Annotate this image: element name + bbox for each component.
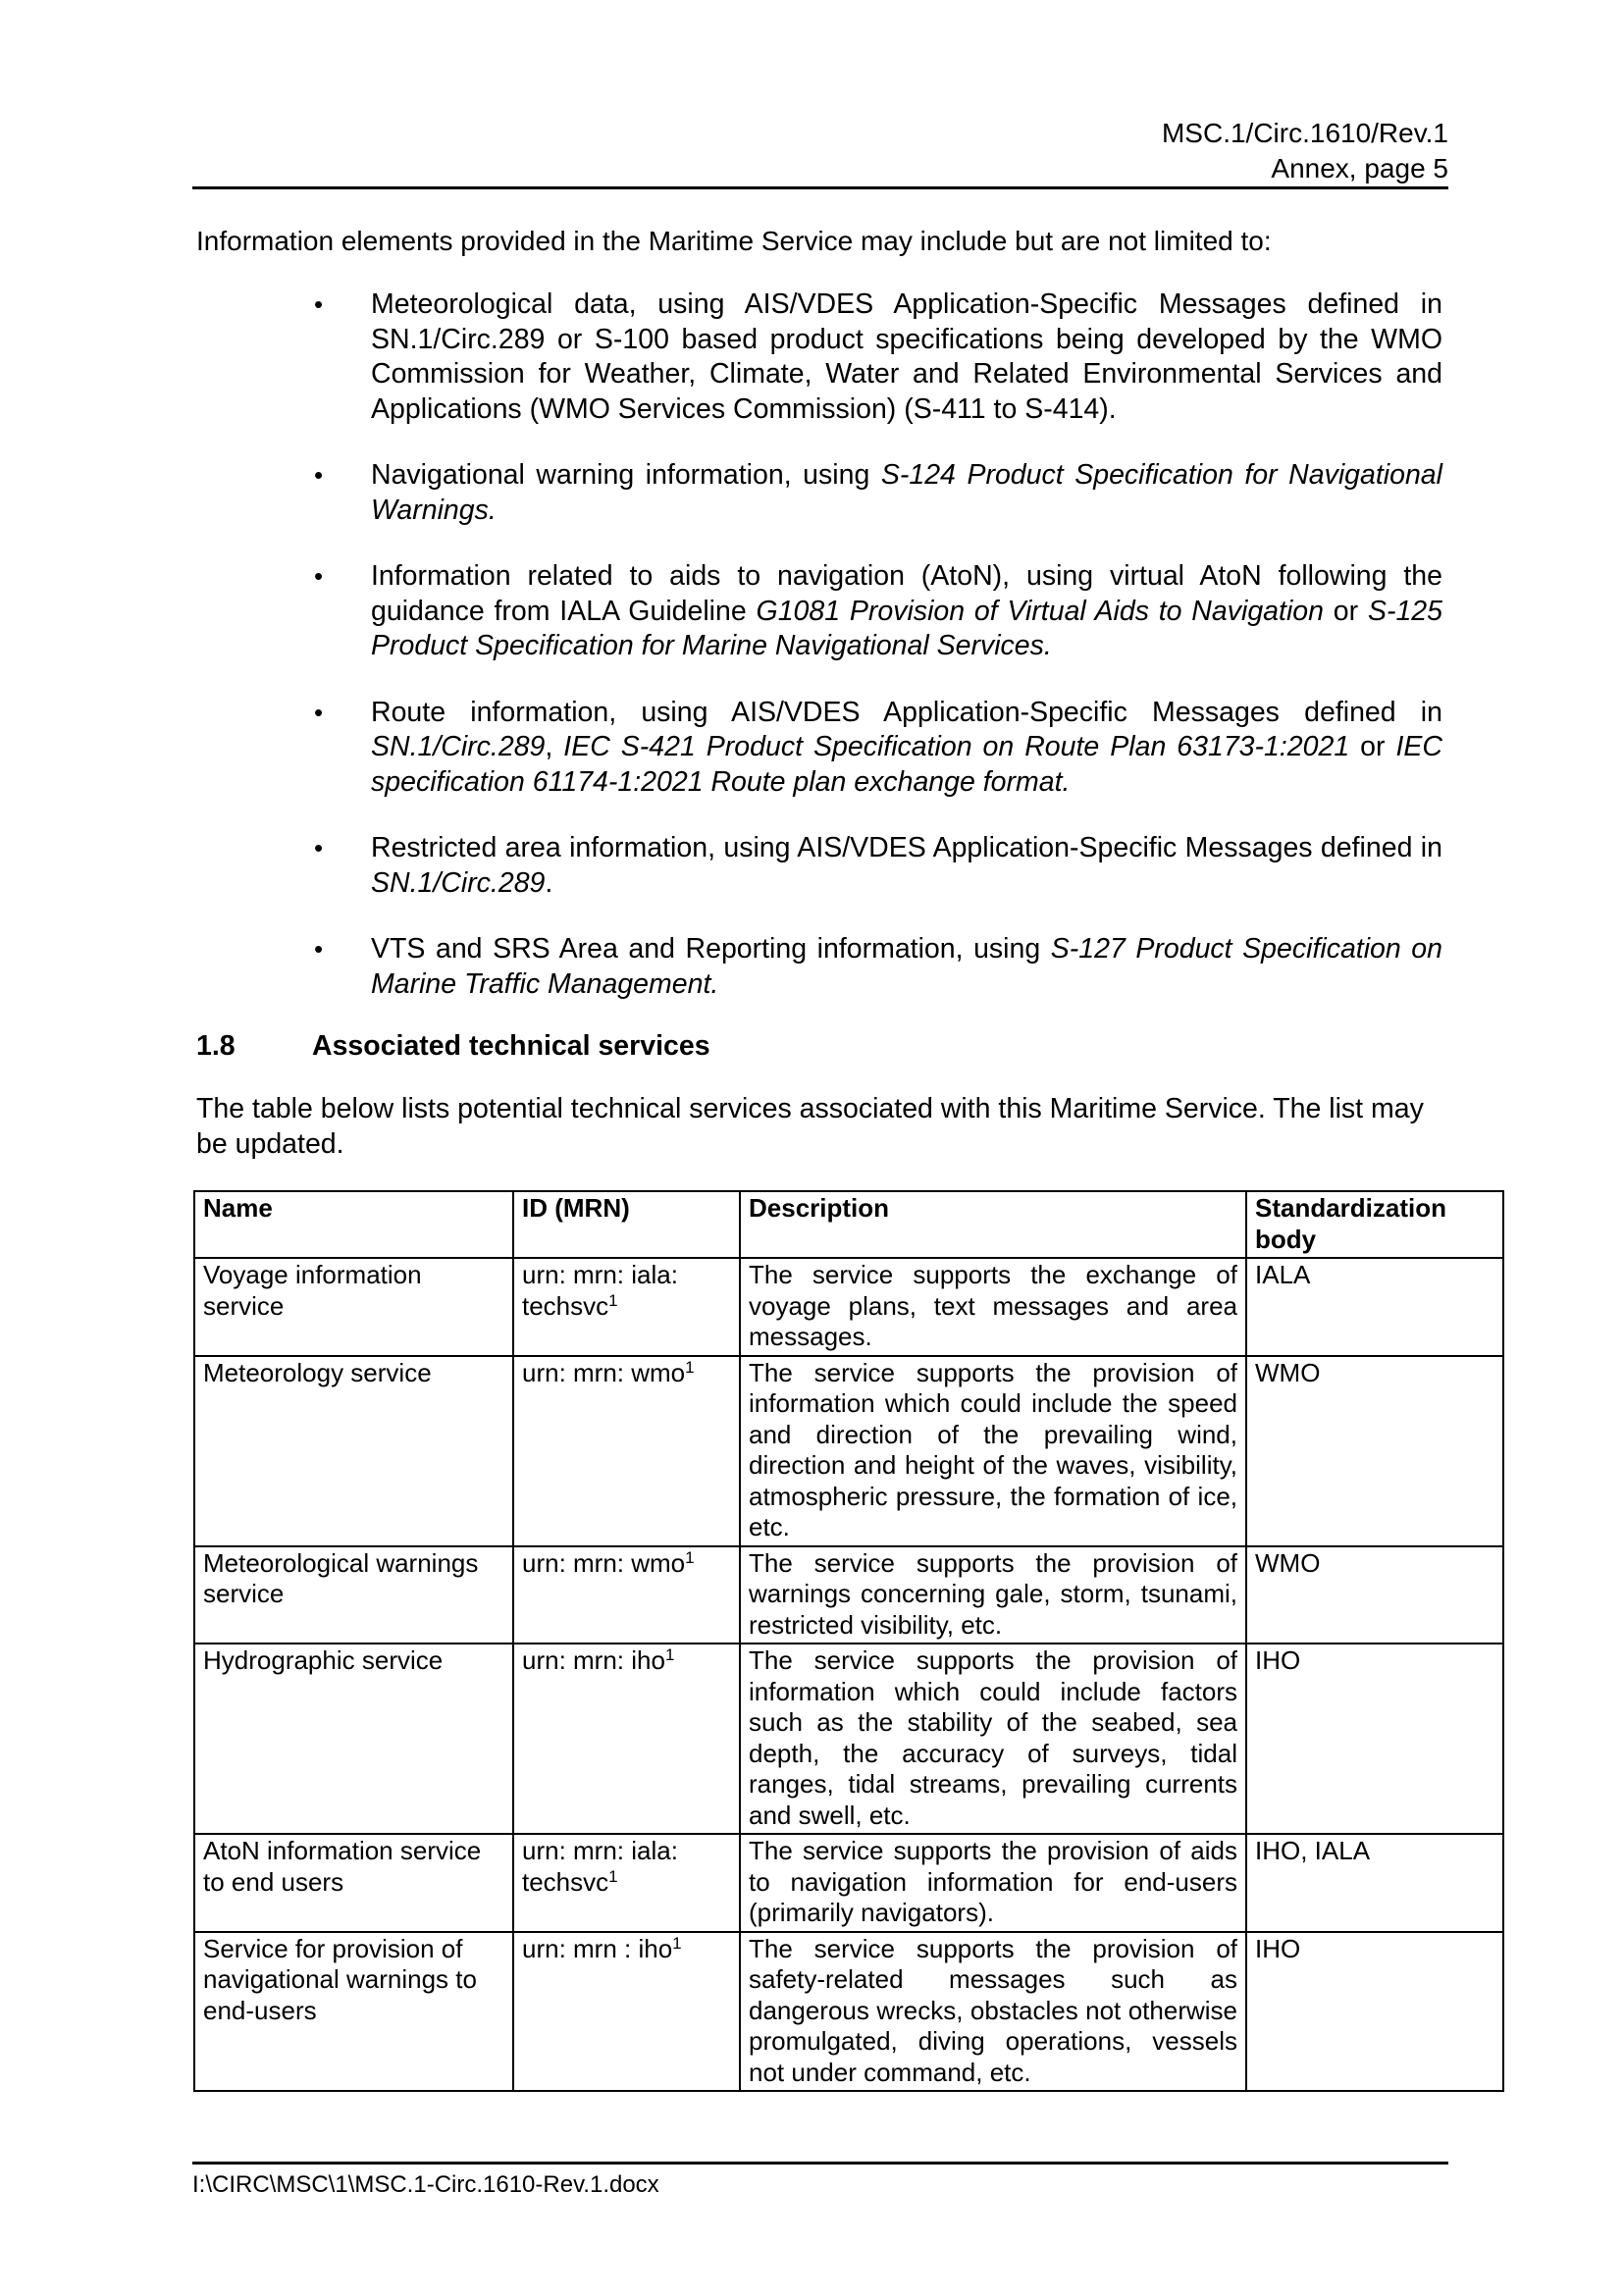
footer-rule: [192, 2162, 1448, 2165]
cell-id: urn: mrn: wmo$^1$: [513, 1356, 740, 1546]
cell-body: IHO: [1246, 1932, 1503, 2092]
cell-body: IHO: [1246, 1644, 1503, 1834]
cell-body: IALA: [1246, 1258, 1503, 1356]
cell-name: Voyage information service: [194, 1258, 513, 1356]
file-path-footer: I:\CIRC\MSC\1\MSC.1-Circ.1610-Rev.1.docx: [192, 2171, 659, 2198]
cell-description: The service supports the provision of information which could include the speed and direction of the prevailing wind, direction and height of the waves, visibility, atmospheric pressure, the formation of ice, etc.: [740, 1356, 1246, 1546]
header-rule: [192, 186, 1448, 189]
cell-description: The service supports the provision of warnings concerning gale, storm, tsunami, restricted visibility, etc.: [740, 1546, 1246, 1644]
cell-description: The service supports the provision of aids to navigation information for end-users (primarily navigators).: [740, 1834, 1246, 1932]
list-item-text: Navigational warning information, using S-124 Product Specification for Navigational Warnings.: [371, 459, 1442, 526]
cell-body: IHO, IALA: [1246, 1834, 1503, 1932]
list-item-text: Meteorological data, using AIS/VDES Application-Specific Messages defined in SN.1/Circ.289 or S-100 based product specifications being developed by the WMO Commission for Weather, Climate, Water and Related Environmental Services and Applications (WMO Services Commission) (S-411 to S-414).: [371, 288, 1442, 425]
bullet-icon: •: [314, 833, 324, 862]
bullet-icon: •: [314, 697, 324, 727]
section-title: Associated technical services: [312, 1030, 710, 1062]
table-row: [194, 1644, 1503, 1834]
cell-name: Hydrographic service: [194, 1644, 513, 1834]
list-item: [196, 458, 1442, 528]
table-header-row: [194, 1191, 1503, 1258]
table-row: [194, 1546, 1503, 1644]
list-item-text: Route information, using AIS/VDES Application-Specific Messages defined in SN.1/Circ.289, IEC S-421 Product Specification on Route Plan 63173-1:2021 or IEC specification 61174-1:2021 Route plan exchange format.: [371, 696, 1442, 798]
list-item: [196, 831, 1442, 901]
cell-description: The service supports the exchange of voyage plans, text messages and area messages.: [740, 1258, 1246, 1356]
cell-id: urn: mrn: wmo$^1$: [513, 1546, 740, 1644]
cell-description: The service supports the provision of information which could include factors such as the stability of the seabed, sea depth, the accuracy of surveys, tidal ranges, tidal streams, prevailing currents and swell, etc.: [740, 1644, 1246, 1834]
cell-name: Meteorology service: [194, 1356, 513, 1546]
cell-name: Meteorological warnings service: [194, 1546, 513, 1644]
document-reference: MSC.1/Circ.1610/Rev.1: [1161, 118, 1448, 148]
cell-id: urn: mrn: iho$^1$: [513, 1644, 740, 1834]
bullet-icon: •: [314, 934, 324, 964]
cell-id: urn: mrn : iho$^1$: [513, 1932, 740, 2092]
list-item-text: Information related to aids to navigation (AtoN), using virtual AtoN following the guidance from IALA Guideline G1081 Provision of Virtual Aids to Navigation or S-125 Product Specification for Marine Navigational Services.: [371, 560, 1442, 661]
table-row: [194, 1932, 1503, 2092]
table-row: [194, 1356, 1503, 1546]
table-row: [194, 1834, 1503, 1932]
list-item: [196, 696, 1442, 801]
list-item-text: Restricted area information, using AIS/VDES Application-Specific Messages defined in SN.1/Circ.289.: [371, 832, 1442, 899]
list-item: [196, 559, 1442, 664]
cell-body: WMO: [1246, 1546, 1503, 1644]
cell-body: WMO: [1246, 1356, 1503, 1546]
technical-services-table: [193, 1190, 1504, 2092]
cell-name: AtoN information service to end users: [194, 1834, 513, 1932]
intro-paragraph: Information elements provided in the Maritime Service may include but are not limited to:: [196, 226, 1272, 256]
cell-description: The service supports the provision of safety-related messages such as dangerous wrecks, obstacles not otherwise promulgated, diving operations, vessels not under command, etc.: [740, 1932, 1246, 2092]
table-lead-paragraph: The table below lists potential technical services associated with this Maritime Service. The list may be updated.: [196, 1093, 1424, 1160]
column-header-description: Description: [740, 1191, 1246, 1258]
bullet-icon: •: [314, 460, 324, 490]
cell-name: Service for provision of navigational warnings to end-users: [194, 1932, 513, 2092]
table-row: [194, 1258, 1503, 1356]
annex-page-label: Annex, page 5: [1271, 153, 1448, 183]
list-item: [196, 287, 1442, 427]
column-header-id: ID (MRN): [513, 1191, 740, 1258]
page-header: [192, 116, 1448, 186]
information-elements-list: [196, 287, 1442, 1033]
section-heading: [196, 1028, 1442, 1064]
column-header-standardization-body: Standardization body: [1246, 1191, 1503, 1258]
cell-id: urn: mrn: iala: techsvc$^1$: [513, 1258, 740, 1356]
cell-id: urn: mrn: iala: techsvc$^1$: [513, 1834, 740, 1932]
list-item: [196, 932, 1442, 1002]
list-item-text: VTS and SRS Area and Reporting information, using S-127 Product Specification on Marine Traffic Management.: [371, 933, 1442, 1000]
bullet-icon: •: [314, 561, 324, 591]
section-number: 1.8: [196, 1030, 236, 1062]
column-header-name: Name: [194, 1191, 513, 1258]
bullet-icon: •: [314, 289, 324, 319]
